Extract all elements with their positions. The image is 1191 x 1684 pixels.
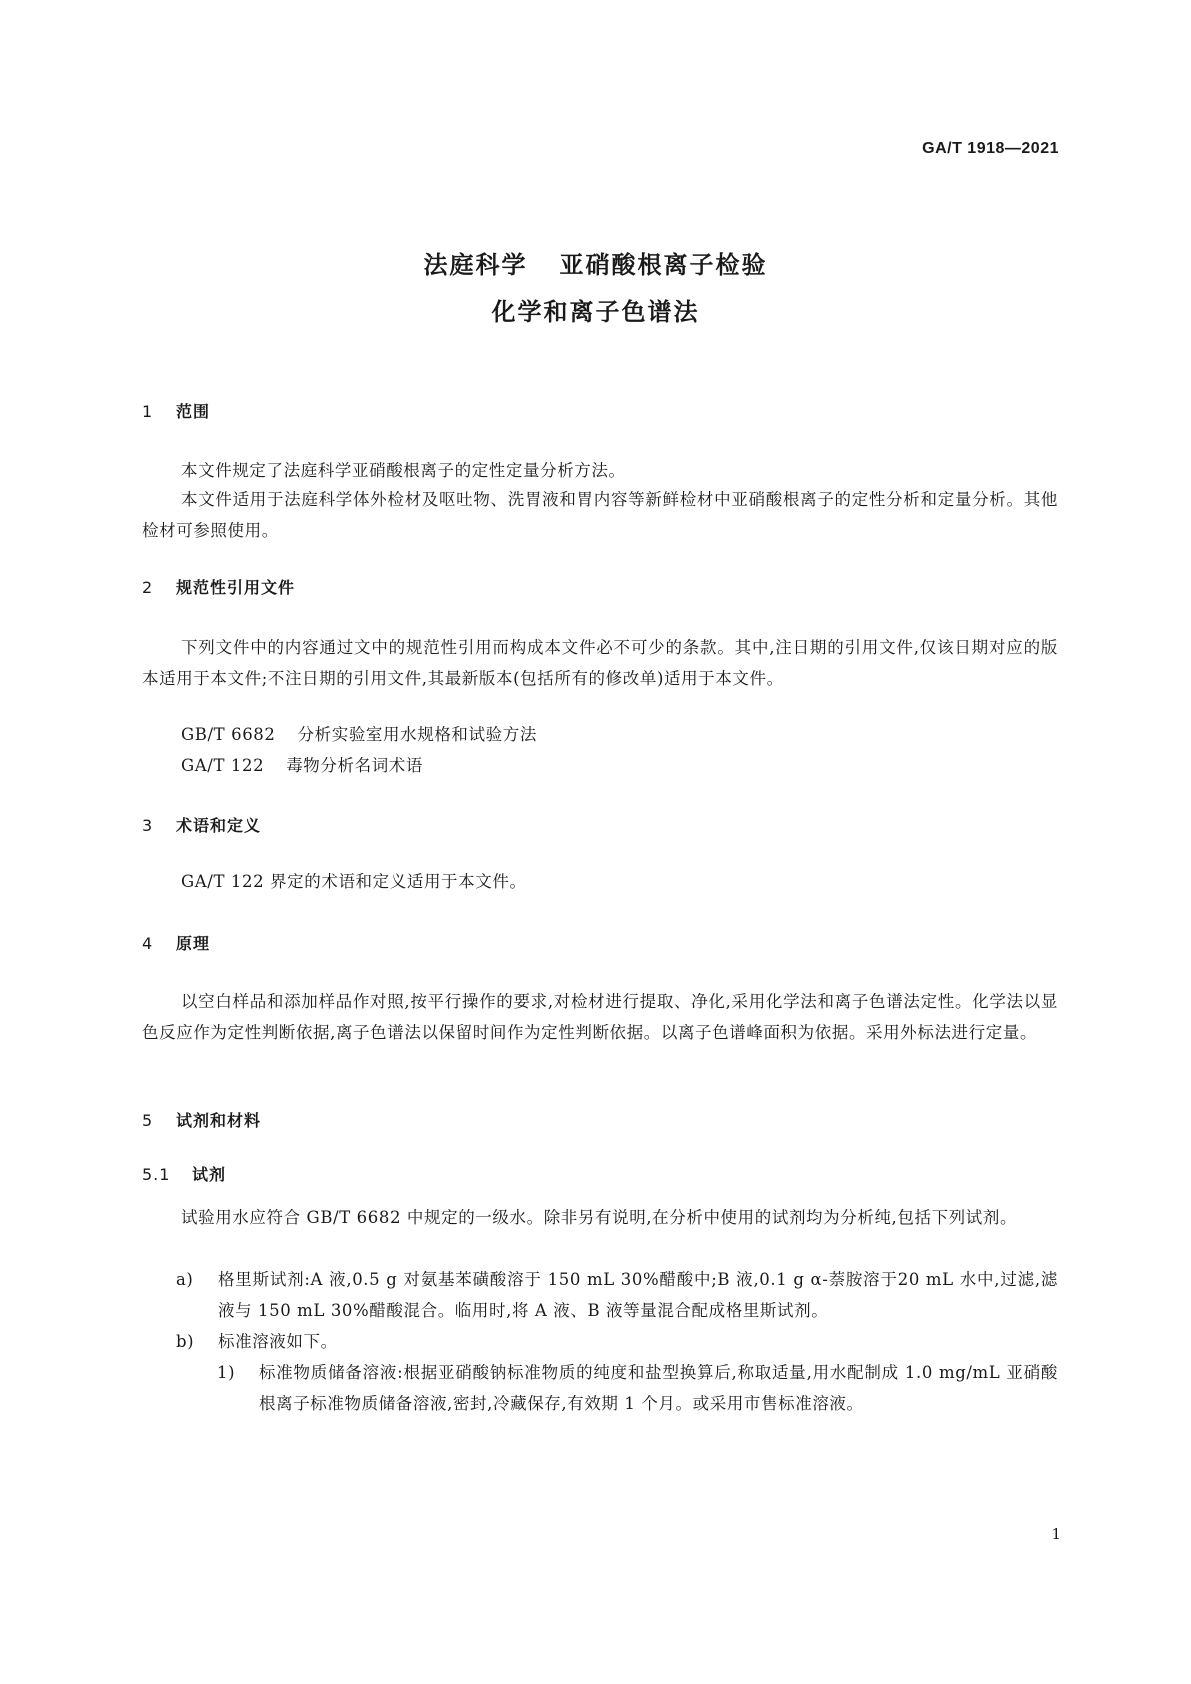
reference-item xyxy=(181,752,423,776)
title-part-b: 亚硝酸根离子检验 xyxy=(559,251,768,279)
list-item-b xyxy=(176,1326,1058,1357)
section-4-paragraph-1: 以空白样品和添加样品作对照,按平行操作的要求,对检材进行提取、净化,采用化学法和离子色谱法定性。化学法以显色反应作为定性判断依据,离子色谱法以保留时间作为定性判断依据。以离子色谱峰面积为依据。采用外标法进行定量。 xyxy=(142,992,1058,1042)
section-title: 范围 xyxy=(176,402,211,421)
reference-name: 分析实验室用水规格和试验方法 xyxy=(297,725,537,744)
section-number: 4 xyxy=(142,934,154,953)
section-3-paragraph-1: GA/T 122 界定的术语和定义适用于本文件。 xyxy=(181,872,527,891)
section-5-heading xyxy=(142,1108,261,1131)
list-item-text: 格里斯试剂:A 液,0.5 g 对氨基苯磺酸溶于 150 mL 30%醋酸中;B 液,0.1 g α-萘胺溶于20 mL 水中,过滤,滤液与 150 mL 30%醋酸混合。临用时,将 A 液、B 液等量混合配成格里斯试剂。 xyxy=(218,1270,1058,1320)
subsection-number: 5.1 xyxy=(142,1165,171,1184)
section-number: 3 xyxy=(142,816,154,835)
section-5-1-heading xyxy=(142,1162,226,1185)
title-part-a: 法庭科学 xyxy=(423,251,528,279)
section-5-1-paragraph-1: 试验用水应符合 GB/T 6682 中规定的一级水。除非另有说明,在分析中使用的试剂均为分析纯,包括下列试剂。 xyxy=(181,1208,1018,1227)
section-number: 5 xyxy=(142,1111,154,1130)
section-1-paragraph-1: 本文件规定了法庭科学亚硝酸根离子的定性定量分析方法。 xyxy=(181,461,626,480)
reference-code: GB/T 6682 xyxy=(181,725,276,744)
section-4-heading xyxy=(142,931,210,954)
standard-code: GA/T 1918—2021 xyxy=(922,140,1059,157)
list-item-text: 标准物质储备溶液:根据亚硝酸钠标准物质的纯度和盐型换算后,称取适量,用水配制成 1.0 mg/mL 亚硝酸根离子标准物质储备溶液,密封,冷藏保存,有效期 1 个月。或采用市售标准溶液。 xyxy=(259,1363,1058,1413)
list-marker: 1) xyxy=(217,1363,236,1382)
section-title: 规范性引用文件 xyxy=(176,578,296,597)
subsection-title: 试剂 xyxy=(192,1165,227,1184)
section-3-heading xyxy=(142,813,261,836)
document-title-line1 xyxy=(0,245,1191,280)
section-number: 1 xyxy=(142,402,154,421)
reference-item xyxy=(181,721,537,745)
section-2-heading xyxy=(142,575,295,598)
document-title-line2: 化学和离子色谱法 xyxy=(491,298,700,326)
section-title: 术语和定义 xyxy=(176,816,262,835)
section-1-paragraph-2: 本文件适用于法庭科学体外检材及呕吐物、洗胃液和胃内容等新鲜检材中亚硝酸根离子的定性分析和定量分析。其他检材可参照使用。 xyxy=(142,490,1058,540)
reference-code: GA/T 122 xyxy=(181,756,265,775)
section-title: 原理 xyxy=(176,934,211,953)
sub-list-item-1 xyxy=(217,1357,1058,1419)
list-item-a xyxy=(176,1264,1058,1326)
reference-name: 毒物分析名词术语 xyxy=(286,756,424,775)
section-1-heading xyxy=(142,399,210,422)
list-marker: a) xyxy=(176,1270,194,1289)
list-marker: b) xyxy=(176,1332,195,1351)
list-item-text: 标准溶液如下。 xyxy=(218,1332,338,1351)
section-title: 试剂和材料 xyxy=(176,1111,262,1130)
section-2-paragraph-1: 下列文件中的内容通过文中的规范性引用而构成本文件必不可少的条款。其中,注日期的引用文件,仅该日期对应的版本适用于本文件;不注日期的引用文件,其最新版本(包括所有的修改单)适用于本文件。 xyxy=(142,638,1058,688)
section-number: 2 xyxy=(142,578,154,597)
page-number: 1 xyxy=(1051,1525,1061,1543)
